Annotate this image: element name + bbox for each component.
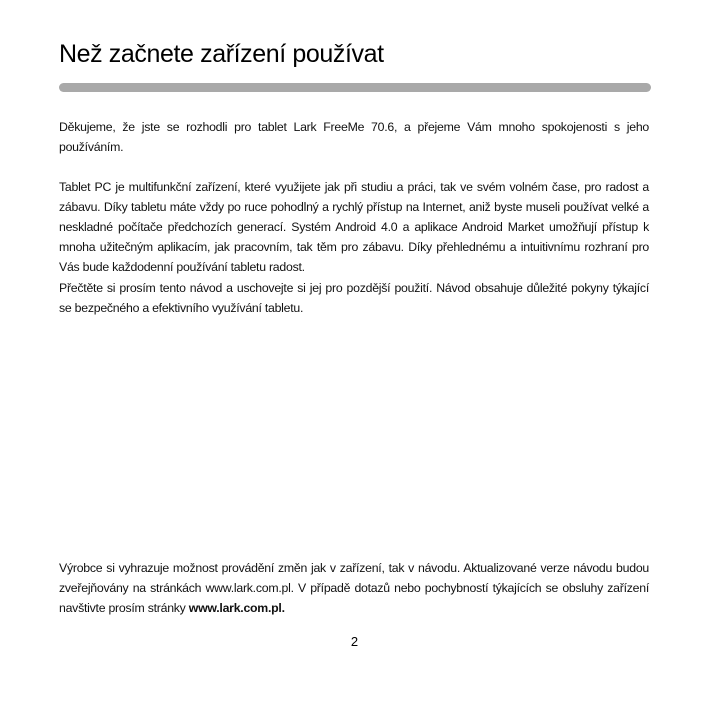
- page-number: 2: [350, 634, 359, 649]
- title-divider: [59, 83, 651, 92]
- page-title: Než začnete zařízení používat: [59, 40, 384, 68]
- manufacturer-notice-paragraph: [59, 558, 649, 618]
- intro-paragraph: Děkujeme, že jste se rozhodli pro tablet Lark FreeMe 70.6, a přejeme Vám mnoho spokojenosti s jeho používáním.: [59, 120, 649, 154]
- description-paragraph: Tablet PC je multifunkční zařízení, které využijete jak při studiu a práci, tak ve svém volném čase, pro radost a zábavu. Díky tabletu máte vždy po ruce pohodlný a rychlý přístup na Internet, aniž byste museli používat velké a neskladné počítače předchozích generací. Systém Android 4.0 a aplikace Android Market umožňují přístup k mnoha užitečným aplikacím, jak pracovním, tak těm pro zábavu. Díky přehlednému a intuitivnímu rozhraní pro Vás bude každodenní používání tabletu radost.: [59, 180, 649, 274]
- manufacturer-notice-text: Výrobce si vyhrazuje možnost provádění změn jak v zařízení, tak v návodu. Aktualizované verze návodu budou zveřejňovány na stránkách www.lark.com.pl. V případě dotazů nebo pochybností týkajících se obsluhy zařízení navštivte prosím stránky: [59, 561, 649, 615]
- website-link: www.lark.com.pl.: [188, 601, 285, 615]
- instructions-paragraph: Přečtěte si prosím tento návod a uschovejte si jej pro pozdější použití. Návod obsahuje důležité pokyny týkající se bezpečného a efektivního využívání tabletu.: [59, 281, 649, 315]
